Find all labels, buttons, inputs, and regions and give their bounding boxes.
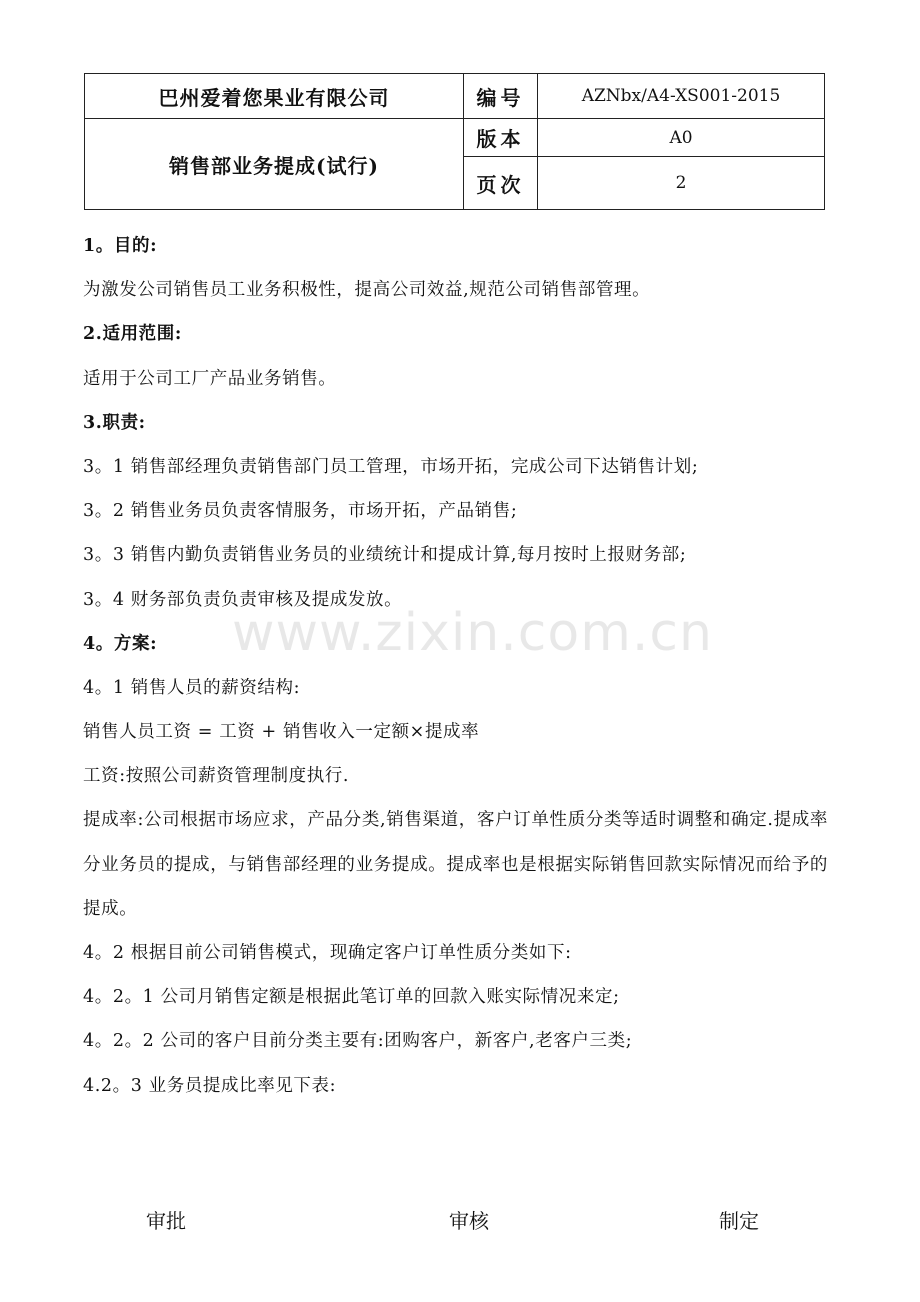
section-3-1: 3。1 销售部经理负责销售部门员工管理，市场开拓，完成公司下达销售计划; [83, 456, 699, 477]
section-4-1: 4。1 销售人员的薪资结构: [83, 677, 301, 698]
document-title: 销售部业务提成(试行) [85, 119, 464, 210]
section-3-heading: 3.职责: [83, 412, 146, 433]
watermark: www.zixin.com.cn [232, 603, 713, 663]
section-3-4: 3。4 财务部负责负责审核及提成发放。 [83, 589, 403, 610]
document-number: AZNbx/A4-XS001-2015 [538, 74, 825, 119]
section-4-2-1: 4。2。1 公司月销售定额是根据此笔订单的回款入账实际情况来定; [83, 987, 620, 1008]
section-1-text: 为激发公司销售员工业务积极性，提高公司效益,规范公司销售部管理。 [83, 280, 651, 301]
section-2-heading: 2.适用范围: [83, 324, 182, 345]
prepare-label: 制定 [719, 1209, 759, 1233]
section-2-text: 适用于公司工厂产品业务销售。 [83, 368, 337, 389]
section-4-2-2: 4。2。2 公司的客户目前分类主要有:团购客户，新客户,老客户三类; [83, 1031, 633, 1052]
version-label: 版本 [464, 119, 538, 157]
section-3-3: 3。3 销售内勤负责销售业务员的业绩统计和提成计算,每月按时上报财务部; [83, 545, 687, 566]
page-label: 页次 [464, 157, 538, 210]
page-number: 2 [538, 157, 825, 210]
review-label: 审核 [449, 1209, 489, 1233]
document-body [83, 224, 828, 1108]
section-4-2-3: 4.2。3 业务员提成比率见下表: [83, 1075, 337, 1096]
section-3-2: 3。2 销售业务员负责客情服务，市场开拓，产品销售; [83, 501, 518, 522]
salary-formula: 销售人员工资 = 工资 + 销售收入一定额×提成率 [83, 722, 480, 743]
number-label: 编号 [464, 74, 538, 119]
section-4-2: 4。2 根据目前公司销售模式，现确定客户订单性质分类如下: [83, 943, 572, 964]
wage-rule: 工资:按照公司薪资管理制度执行. [83, 766, 350, 787]
section-4-heading: 4。方案: [83, 633, 158, 654]
commission-rate-paragraph: 提成率:公司根据市场应求，产品分类,销售渠道，客户订单性质分类等适时调整和确定.提成率分业务员的提成，与销售部经理的业务提成。提成率也是根据实际销售回款实际情况而给予的提成。 [83, 810, 828, 919]
company-name: 巴州爱着您果业有限公司 [85, 74, 464, 119]
version-value: A0 [538, 119, 825, 157]
section-1-heading: 1。目的: [83, 236, 158, 256]
document-header-table [84, 73, 825, 210]
approve-label: 审批 [146, 1209, 186, 1233]
